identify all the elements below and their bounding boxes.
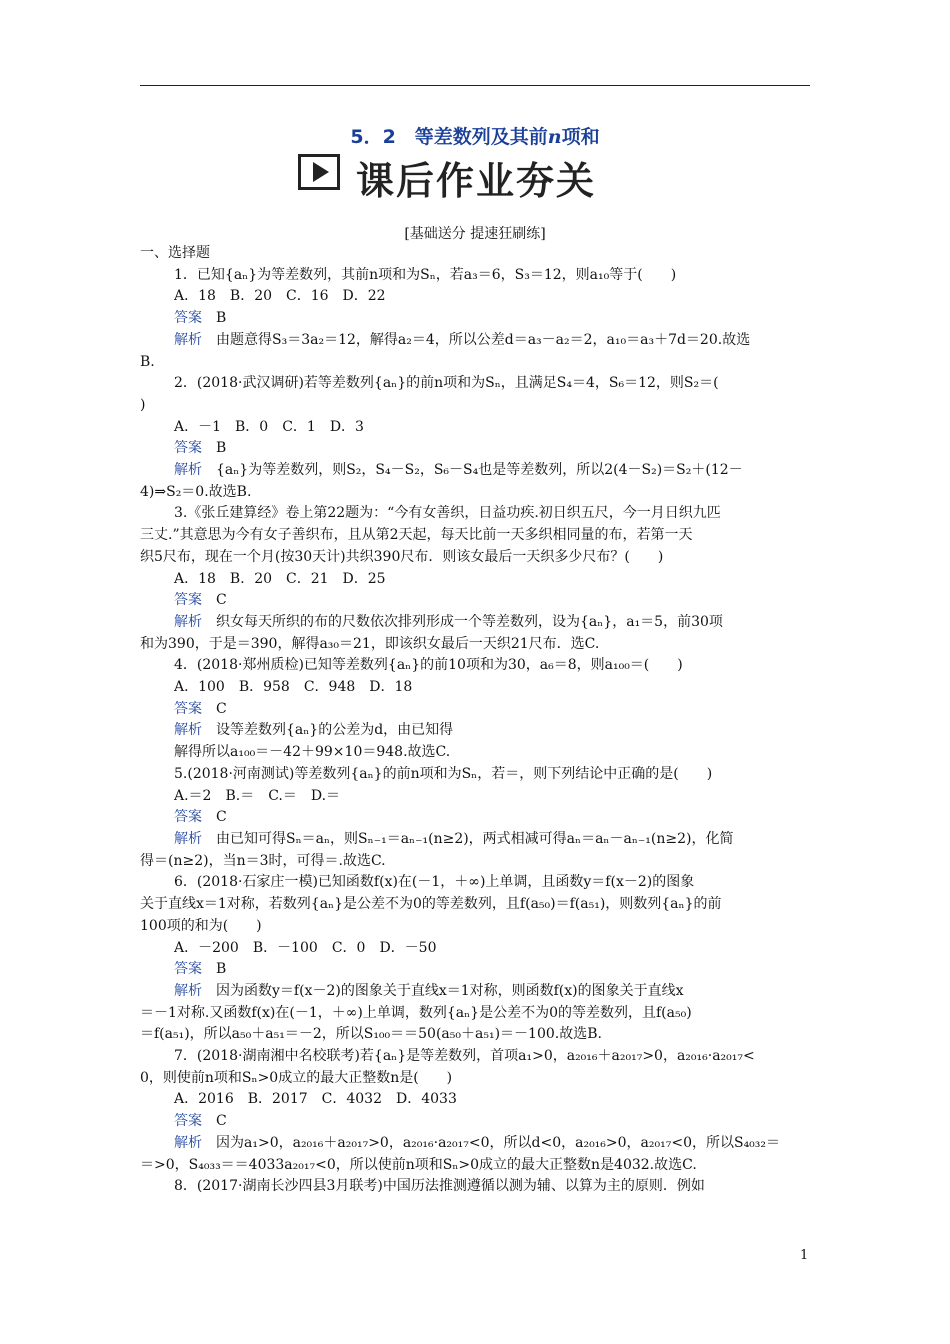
question-3-analysis — [140, 612, 810, 634]
question-3-stem-cont: 织5尺布，现在一个月(按30天计)共织390尺布．则该女最后一天织多少尺布？( ) — [140, 548, 664, 565]
question-6-options: A．－200 B．－100 C．0 D．－50 — [174, 939, 437, 956]
analysis-label: 解析 — [174, 982, 202, 999]
section-heading: 一、选择题 — [140, 245, 210, 261]
header-rule — [140, 85, 810, 86]
analysis-label: 解析 — [174, 331, 202, 348]
title-suffix: 项和 — [561, 126, 600, 148]
question-7-stem-cont: 0，则使前n项和Sₙ>0成立的最大正整数n是( ) — [140, 1069, 453, 1086]
question-2-stem: 2．(2018·武汉调研)若等差数列{aₙ}的前n项和为Sₙ，且满足S₄＝4，S₆＝12，则S₂＝( — [174, 375, 719, 392]
analysis-text: 由已知可得Sₙ＝aₙ，则Sₙ₋₁＝aₙ₋₁(n≥2)，两式相减可得aₙ＝aₙ－aₙ₋₁(n≥2)，化简 — [216, 830, 734, 847]
question-2-analysis-cont: 4)⇒S₂＝0.故选B. — [140, 483, 252, 500]
answer-label: 答案 — [174, 961, 202, 978]
question-2-answer — [140, 438, 810, 460]
answer-label: 答案 — [174, 1113, 202, 1130]
question-3-analysis-cont: 和为390，于是＝390，解得a₃₀＝21，即该织女最后一天织21尺布．选C. — [140, 635, 600, 652]
question-3-answer — [140, 590, 810, 612]
question-1-answer — [140, 308, 810, 330]
question-8-stem: 8．(2017·湖南长沙四县3月联考)中国历法推测遵循以测为辅、以算为主的原则．例如 — [174, 1178, 705, 1195]
answer-value: C — [216, 809, 227, 826]
analysis-label: 解析 — [174, 613, 202, 630]
subtitle: [基础送分 提速狂刷练] — [404, 226, 546, 242]
question-2-stem-cont: ) — [140, 396, 146, 413]
question-1-options: A．18 B．20 C．16 D．22 — [174, 288, 386, 305]
analysis-text: 因为a₁>0，a₂₀₁₆＋a₂₀₁₇>0，a₂₀₁₆·a₂₀₁₇<0，所以d<0，a₂₀₁₆>0，a₂₀₁₇<0，所以S₄₀₃₂＝ — [216, 1134, 781, 1151]
question-7-analysis-cont: ＝>0，S₄₀₃₃＝＝4033a₂₀₁₇<0，所以使前n项和Sₙ>0成立的最大正整数n是4032.故选C. — [140, 1156, 697, 1173]
question-4-options: A．100 B．958 C．948 D．18 — [174, 679, 413, 696]
question-6-analysis-cont: ＝f(a₅₁)，所以a₅₀＋a₅₁＝－2，所以S₁₀₀＝＝50(a₅₀＋a₅₁)＝－100.故选B. — [140, 1026, 602, 1043]
question-7-options: A．2016 B．2017 C．4032 D．4033 — [174, 1091, 457, 1108]
question-5-analysis-cont: 得＝(n≥2)，当n＝3时，可得＝.故选C. — [140, 852, 386, 869]
homework-banner — [298, 150, 658, 203]
question-4-analysis-cont: 解得所以a₁₀₀＝－42＋99×10＝948.故选C. — [174, 744, 451, 761]
question-6-analysis — [140, 981, 810, 1003]
banner-text: 课后作业夯关 — [356, 159, 597, 203]
answer-label: 答案 — [174, 310, 202, 327]
question-3-options: A．18 B．20 C．21 D．25 — [174, 570, 386, 587]
answer-value: C — [216, 592, 227, 609]
question-4-answer — [140, 699, 810, 721]
question-6-stem-cont: 关于直线x＝1对称，若数列{aₙ}是公差不为0的等差数列，且f(a₅₀)＝f(a₅₁)，则数列{aₙ}的前 — [140, 896, 722, 913]
analysis-text: 因为函数y＝f(x－2)的图象关于直线x＝1对称，则函数f(x)的图象关于直线x — [216, 982, 684, 999]
question-4-stem: 4．(2018·郑州质检)已知等差数列{aₙ}的前10项和为30，a₆＝8，则a₁₀₀＝( ) — [174, 657, 683, 674]
analysis-text: {aₙ}为等差数列，则S₂，S₄－S₂，S₆－S₄也是等差数列，所以2(4－S₂)＝S₂＋(12－ — [216, 462, 743, 479]
question-7-stem: 7．(2018·湖南湘中名校联考)若{aₙ}是等差数列，首项a₁>0，a₂₀₁₆＋a₂₀₁₇>0，a₂₀₁₆·a₂₀₁₇< — [174, 1048, 755, 1065]
analysis-label: 解析 — [174, 830, 202, 847]
analysis-label: 解析 — [174, 722, 202, 739]
answer-label: 答案 — [174, 592, 202, 609]
answer-value: B — [216, 310, 227, 327]
title-variable: n — [547, 126, 562, 148]
question-5-answer — [140, 807, 810, 829]
question-6-analysis-cont: ＝－1对称.又函数f(x)在(－1，＋∞)上单调，数列{aₙ}是公差不为0的等差数列，且f(a₅₀) — [140, 1004, 692, 1021]
question-5-analysis — [140, 829, 810, 851]
question-1-analysis — [140, 330, 810, 352]
analysis-text: 由题意得S₃＝3a₂＝12，解得a₂＝4，所以公差d＝a₃－a₂＝2，a₁₀＝a₃＋7d＝20.故选 — [216, 331, 751, 348]
question-3-stem: 3.《张丘建算经》卷上第22题为：“今有女善织，日益功疾.初日织五尺，今一月日织九匹 — [174, 505, 721, 522]
question-7-answer — [140, 1111, 810, 1133]
question-2-options: A．－1 B．0 C．1 D．3 — [174, 418, 364, 435]
answer-label: 答案 — [174, 440, 202, 457]
title-text: 5．2 等差数列及其前 — [350, 126, 548, 148]
question-1-analysis-cont: B. — [140, 353, 155, 370]
analysis-label: 解析 — [174, 462, 202, 479]
question-5-options: A.＝2 B.＝ C.＝ D.＝ — [174, 787, 341, 804]
question-6-stem: 6．(2018·石家庄一模)已知函数f(x)在(－1，＋∞)上单调，且函数y＝f(x－2)的图象 — [174, 874, 695, 891]
question-6-stem-cont: 100项的和为( ) — [140, 917, 262, 934]
analysis-text: 设等差数列{aₙ}的公差为d，由已知得 — [216, 722, 454, 739]
question-4-analysis — [140, 720, 810, 742]
answer-label: 答案 — [174, 809, 202, 826]
answer-value: B — [216, 961, 227, 978]
page-number: 1 — [800, 1248, 809, 1263]
question-6-answer — [140, 959, 810, 981]
answer-value: B — [216, 440, 227, 457]
answer-value: C — [216, 700, 227, 717]
analysis-text: 织女每天所织的布的尺数依次排列形成一个等差数列，设为{aₙ}，a₁＝5，前30项 — [216, 613, 723, 630]
question-list — [140, 243, 810, 1198]
answer-label: 答案 — [174, 700, 202, 717]
analysis-label: 解析 — [174, 1134, 202, 1151]
answer-value: C — [216, 1113, 227, 1130]
question-3-stem-cont: 三丈.”其意思为今有女子善织布，且从第2天起，每天比前一天多织相同量的布，若第一天 — [140, 527, 693, 544]
page-title — [140, 122, 810, 149]
question-7-analysis — [140, 1133, 810, 1155]
question-2-analysis — [140, 460, 810, 482]
question-5-stem: 5.(2018·河南测试)等差数列{aₙ}的前n项和为Sₙ，若＝，则下列结论中正确的是( ) — [174, 765, 713, 782]
question-1-stem: 1．已知{aₙ}为等差数列，其前n项和为Sₙ，若a₃＝6，S₃＝12，则a₁₀等于( ) — [174, 266, 677, 283]
play-icon — [298, 154, 340, 190]
